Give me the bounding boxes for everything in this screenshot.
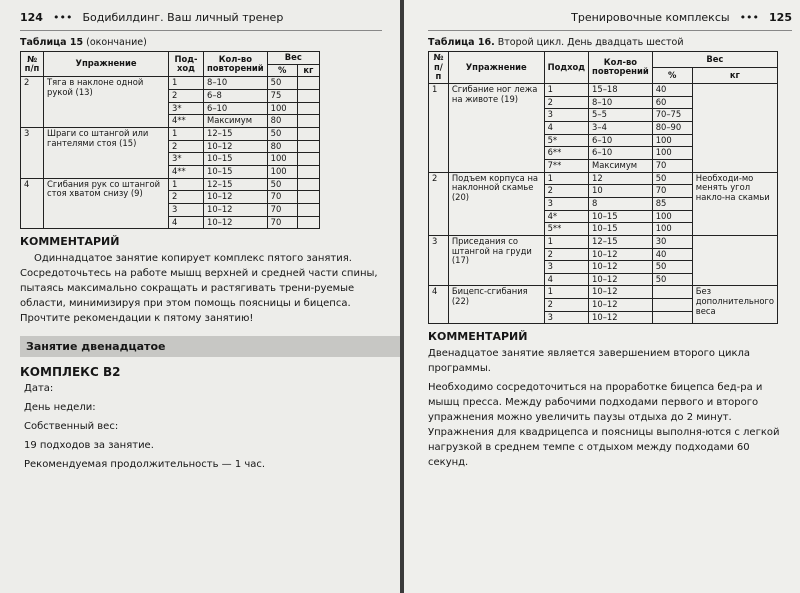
weight-percent: 85 bbox=[652, 197, 692, 210]
weight-kg bbox=[297, 115, 319, 128]
exercise-name: Приседания со штангой на груди (17) bbox=[448, 235, 544, 286]
table-row bbox=[429, 286, 778, 299]
set-number: 4 bbox=[169, 216, 204, 229]
weight-kg bbox=[297, 191, 319, 204]
right-page-number: 125 bbox=[769, 10, 792, 24]
field-sets-count: 19 подходов за занятие. bbox=[24, 440, 154, 452]
reps: 10–15 bbox=[589, 223, 653, 236]
weight-kg bbox=[297, 77, 319, 90]
weight-kg bbox=[297, 102, 319, 115]
weight-percent: 40 bbox=[652, 248, 692, 261]
weight-note: Без дополнительного веса bbox=[692, 286, 777, 324]
th-set: Под-ход bbox=[169, 52, 204, 77]
reps: 3–4 bbox=[589, 121, 653, 134]
right-page bbox=[404, 0, 800, 593]
left-table-caption-text: (окончание) bbox=[83, 37, 147, 48]
exercise-number: 2 bbox=[21, 77, 44, 128]
set-number: 2 bbox=[544, 96, 588, 109]
set-number: 2 bbox=[544, 185, 588, 198]
right-running-head bbox=[428, 4, 792, 31]
complex-title: КОМПЛЕКС В2 bbox=[20, 365, 121, 380]
th-reps: Кол-во повторений bbox=[204, 52, 268, 77]
reps: Максимум bbox=[204, 115, 268, 128]
right-comment-heading: КОММЕНТАРИЙ bbox=[428, 330, 528, 344]
exercise-number: 3 bbox=[21, 127, 44, 178]
field-body-weight: Собственный вес: bbox=[24, 421, 119, 433]
weight-percent: 50 bbox=[652, 261, 692, 274]
exercise-number: 4 bbox=[429, 286, 449, 324]
weight-percent: 100 bbox=[267, 102, 297, 115]
set-number: 3 bbox=[544, 197, 588, 210]
right-table-caption bbox=[428, 37, 792, 48]
set-number: 1 bbox=[544, 172, 588, 185]
weight-percent: 100 bbox=[652, 134, 692, 147]
reps: 10–12 bbox=[204, 203, 268, 216]
weight-note bbox=[692, 235, 777, 286]
th-num: № п/п bbox=[429, 52, 449, 84]
reps: 12–15 bbox=[204, 178, 268, 191]
weight-percent: 70 bbox=[267, 216, 297, 229]
exercise-name: Сгибание ног лежа на животе (19) bbox=[448, 83, 544, 172]
set-number: 3* bbox=[169, 153, 204, 166]
th-exercise: Упражнение bbox=[44, 52, 169, 77]
table-row bbox=[21, 127, 320, 140]
weight-percent: 30 bbox=[652, 235, 692, 248]
table-15 bbox=[20, 51, 320, 229]
reps: 12 bbox=[589, 172, 653, 185]
set-number: 5** bbox=[544, 223, 588, 236]
set-number: 5* bbox=[544, 134, 588, 147]
reps: 10–15 bbox=[589, 210, 653, 223]
right-running-title: Тренировочные комплексы bbox=[571, 10, 730, 24]
weight-kg bbox=[297, 89, 319, 102]
th-num: № п/п bbox=[21, 52, 44, 77]
reps: 10–12 bbox=[204, 216, 268, 229]
weight-percent: 100 bbox=[652, 147, 692, 160]
weight-kg bbox=[297, 140, 319, 153]
reps: 10–12 bbox=[589, 248, 653, 261]
reps: 10–15 bbox=[204, 165, 268, 178]
weight-percent: 100 bbox=[267, 153, 297, 166]
set-number: 1 bbox=[169, 178, 204, 191]
set-number: 4* bbox=[544, 210, 588, 223]
weight-percent: 100 bbox=[652, 210, 692, 223]
left-table-caption-label: Таблица 15 bbox=[20, 37, 84, 48]
table-row bbox=[429, 172, 778, 185]
weight-kg bbox=[297, 178, 319, 191]
weight-percent: 100 bbox=[652, 223, 692, 236]
reps: 10–12 bbox=[589, 299, 653, 312]
exercise-number: 4 bbox=[21, 178, 44, 229]
weight-kg bbox=[297, 127, 319, 140]
weight-kg bbox=[297, 165, 319, 178]
reps: Максимум bbox=[589, 159, 653, 172]
left-running-title: Бодибилдинг. Ваш личный тренер bbox=[82, 10, 284, 24]
left-page-number: 124 bbox=[20, 10, 43, 24]
set-number: 2 bbox=[169, 140, 204, 153]
set-number: 4** bbox=[169, 115, 204, 128]
set-number: 1 bbox=[544, 83, 588, 96]
reps: 10–12 bbox=[589, 311, 653, 324]
table-row bbox=[21, 77, 320, 90]
exercise-name: Подъем корпуса на наклонной скамье (20) bbox=[448, 172, 544, 235]
exercise-number: 1 bbox=[429, 83, 449, 172]
weight-percent: 50 bbox=[267, 178, 297, 191]
exercise-number: 3 bbox=[429, 235, 449, 286]
weight-percent: 75 bbox=[267, 89, 297, 102]
weight-kg bbox=[297, 203, 319, 216]
set-number: 1 bbox=[169, 127, 204, 140]
right-table-caption-label: Таблица 16. bbox=[428, 37, 495, 48]
left-running-head bbox=[20, 4, 382, 31]
weight-percent: 80 bbox=[267, 140, 297, 153]
weight-percent: 80–90 bbox=[652, 121, 692, 134]
set-number: 2 bbox=[544, 248, 588, 261]
right-paragraph-2: Необходимо сосредоточиться на проработке бицепса бед-ра и мышц пресса. Между рабочими подходами первого и второго упражнения можно увеличить паузы отдыха до 2 минут. Упражнения для квадрицепса и поясницы выполня-ются с легкой нагрузкой в среднем темпе с отдыхом между подходами 60 секунд. bbox=[428, 382, 780, 469]
left-comment-heading: КОММЕНТАРИЙ bbox=[20, 235, 120, 249]
table-row bbox=[21, 178, 320, 191]
th-set: Подход bbox=[544, 52, 588, 84]
weight-percent: 60 bbox=[652, 96, 692, 109]
weight-percent: 100 bbox=[267, 165, 297, 178]
field-date: Дата: bbox=[24, 383, 54, 395]
table-row bbox=[429, 235, 778, 248]
weight-percent: 80 bbox=[267, 115, 297, 128]
set-number: 4** bbox=[169, 165, 204, 178]
set-number: 6** bbox=[544, 147, 588, 160]
reps: 6–10 bbox=[204, 102, 268, 115]
right-table-caption-text: Второй цикл. День двадцать шестой bbox=[494, 37, 684, 48]
set-number: 2 bbox=[169, 89, 204, 102]
weight-note: Необходи-мо менять угол накло-на скамьи bbox=[692, 172, 777, 235]
reps: 10 bbox=[589, 185, 653, 198]
th-reps: Кол-во повторений bbox=[589, 52, 653, 84]
reps: 10–12 bbox=[589, 261, 653, 274]
weight-percent: 70 bbox=[267, 203, 297, 216]
section-title: Занятие двенадцатое bbox=[20, 336, 400, 357]
weight-percent: 50 bbox=[652, 172, 692, 185]
left-header-dots: ••• bbox=[52, 10, 73, 24]
th-pct: % bbox=[652, 67, 692, 83]
right-paragraph-1: Двенадцатое занятие является завершением второго цикла программы. bbox=[428, 348, 751, 375]
weight-percent bbox=[652, 311, 692, 324]
weight-percent: 70 bbox=[652, 159, 692, 172]
set-number: 3 bbox=[169, 203, 204, 216]
th-weight: Вес bbox=[267, 52, 319, 65]
set-number: 3 bbox=[544, 261, 588, 274]
weight-percent: 70–75 bbox=[652, 109, 692, 122]
th-pct: % bbox=[267, 64, 297, 77]
exercise-name: Тяга в наклоне одной рукой (13) bbox=[44, 77, 169, 128]
reps: 15–18 bbox=[589, 83, 653, 96]
reps: 6–10 bbox=[589, 147, 653, 160]
reps: 10–12 bbox=[204, 191, 268, 204]
reps: 10–12 bbox=[589, 286, 653, 299]
reps: 8 bbox=[589, 197, 653, 210]
reps: 10–12 bbox=[204, 140, 268, 153]
field-duration: Рекомендуемая продолжительность — 1 час. bbox=[24, 459, 266, 471]
weight-percent: 50 bbox=[652, 273, 692, 286]
weight-percent: 50 bbox=[267, 77, 297, 90]
th-exercise: Упражнение bbox=[448, 52, 544, 84]
set-number: 4 bbox=[544, 121, 588, 134]
reps: 12–15 bbox=[589, 235, 653, 248]
field-weekday: День недели: bbox=[24, 402, 96, 414]
right-header-dots: ••• bbox=[739, 10, 760, 24]
reps: 8–10 bbox=[204, 77, 268, 90]
weight-percent: 50 bbox=[267, 127, 297, 140]
th-kg: кг bbox=[297, 64, 319, 77]
reps: 10–12 bbox=[589, 273, 653, 286]
set-number: 1 bbox=[544, 286, 588, 299]
set-number: 7** bbox=[544, 159, 588, 172]
exercise-name: Бицепс-сгибания (22) bbox=[448, 286, 544, 324]
set-number: 3 bbox=[544, 311, 588, 324]
reps: 6–10 bbox=[589, 134, 653, 147]
reps: 10–15 bbox=[204, 153, 268, 166]
weight-percent: 70 bbox=[652, 185, 692, 198]
th-weight: Вес bbox=[652, 52, 777, 68]
weight-note bbox=[692, 83, 777, 172]
exercise-name: Шраги со штангой или гантелями стоя (15) bbox=[44, 127, 169, 178]
set-number: 1 bbox=[169, 77, 204, 90]
set-number: 3* bbox=[169, 102, 204, 115]
set-number: 2 bbox=[544, 299, 588, 312]
set-number: 3 bbox=[544, 109, 588, 122]
exercise-number: 2 bbox=[429, 172, 449, 235]
weight-kg bbox=[297, 153, 319, 166]
th-kg: кг bbox=[692, 67, 777, 83]
weight-percent: 70 bbox=[267, 191, 297, 204]
weight-kg bbox=[297, 216, 319, 229]
set-number: 2 bbox=[169, 191, 204, 204]
set-number: 4 bbox=[544, 273, 588, 286]
reps: 6–8 bbox=[204, 89, 268, 102]
exercise-name: Сгибания рук со штангой стоя хватом снизу (9) bbox=[44, 178, 169, 229]
reps: 8–10 bbox=[589, 96, 653, 109]
left-table-caption bbox=[20, 37, 382, 48]
reps: 12–15 bbox=[204, 127, 268, 140]
weight-percent: 40 bbox=[652, 83, 692, 96]
set-number: 1 bbox=[544, 235, 588, 248]
table-16 bbox=[428, 51, 778, 324]
weight-percent bbox=[652, 299, 692, 312]
weight-percent bbox=[652, 286, 692, 299]
table-row bbox=[429, 83, 778, 96]
reps: 5–5 bbox=[589, 109, 653, 122]
left-comment-text: Одиннадцатое занятие копирует комплекс пятого занятия. Сосредоточьтесь на работе мышц верхней и средней части спины, пытаясь максимально сокращать и растягивать трени-руемые области, минимизируя при этом помощь поясницы и бицепса. Прочтите рекомендации к пятому занятию! bbox=[20, 253, 378, 325]
